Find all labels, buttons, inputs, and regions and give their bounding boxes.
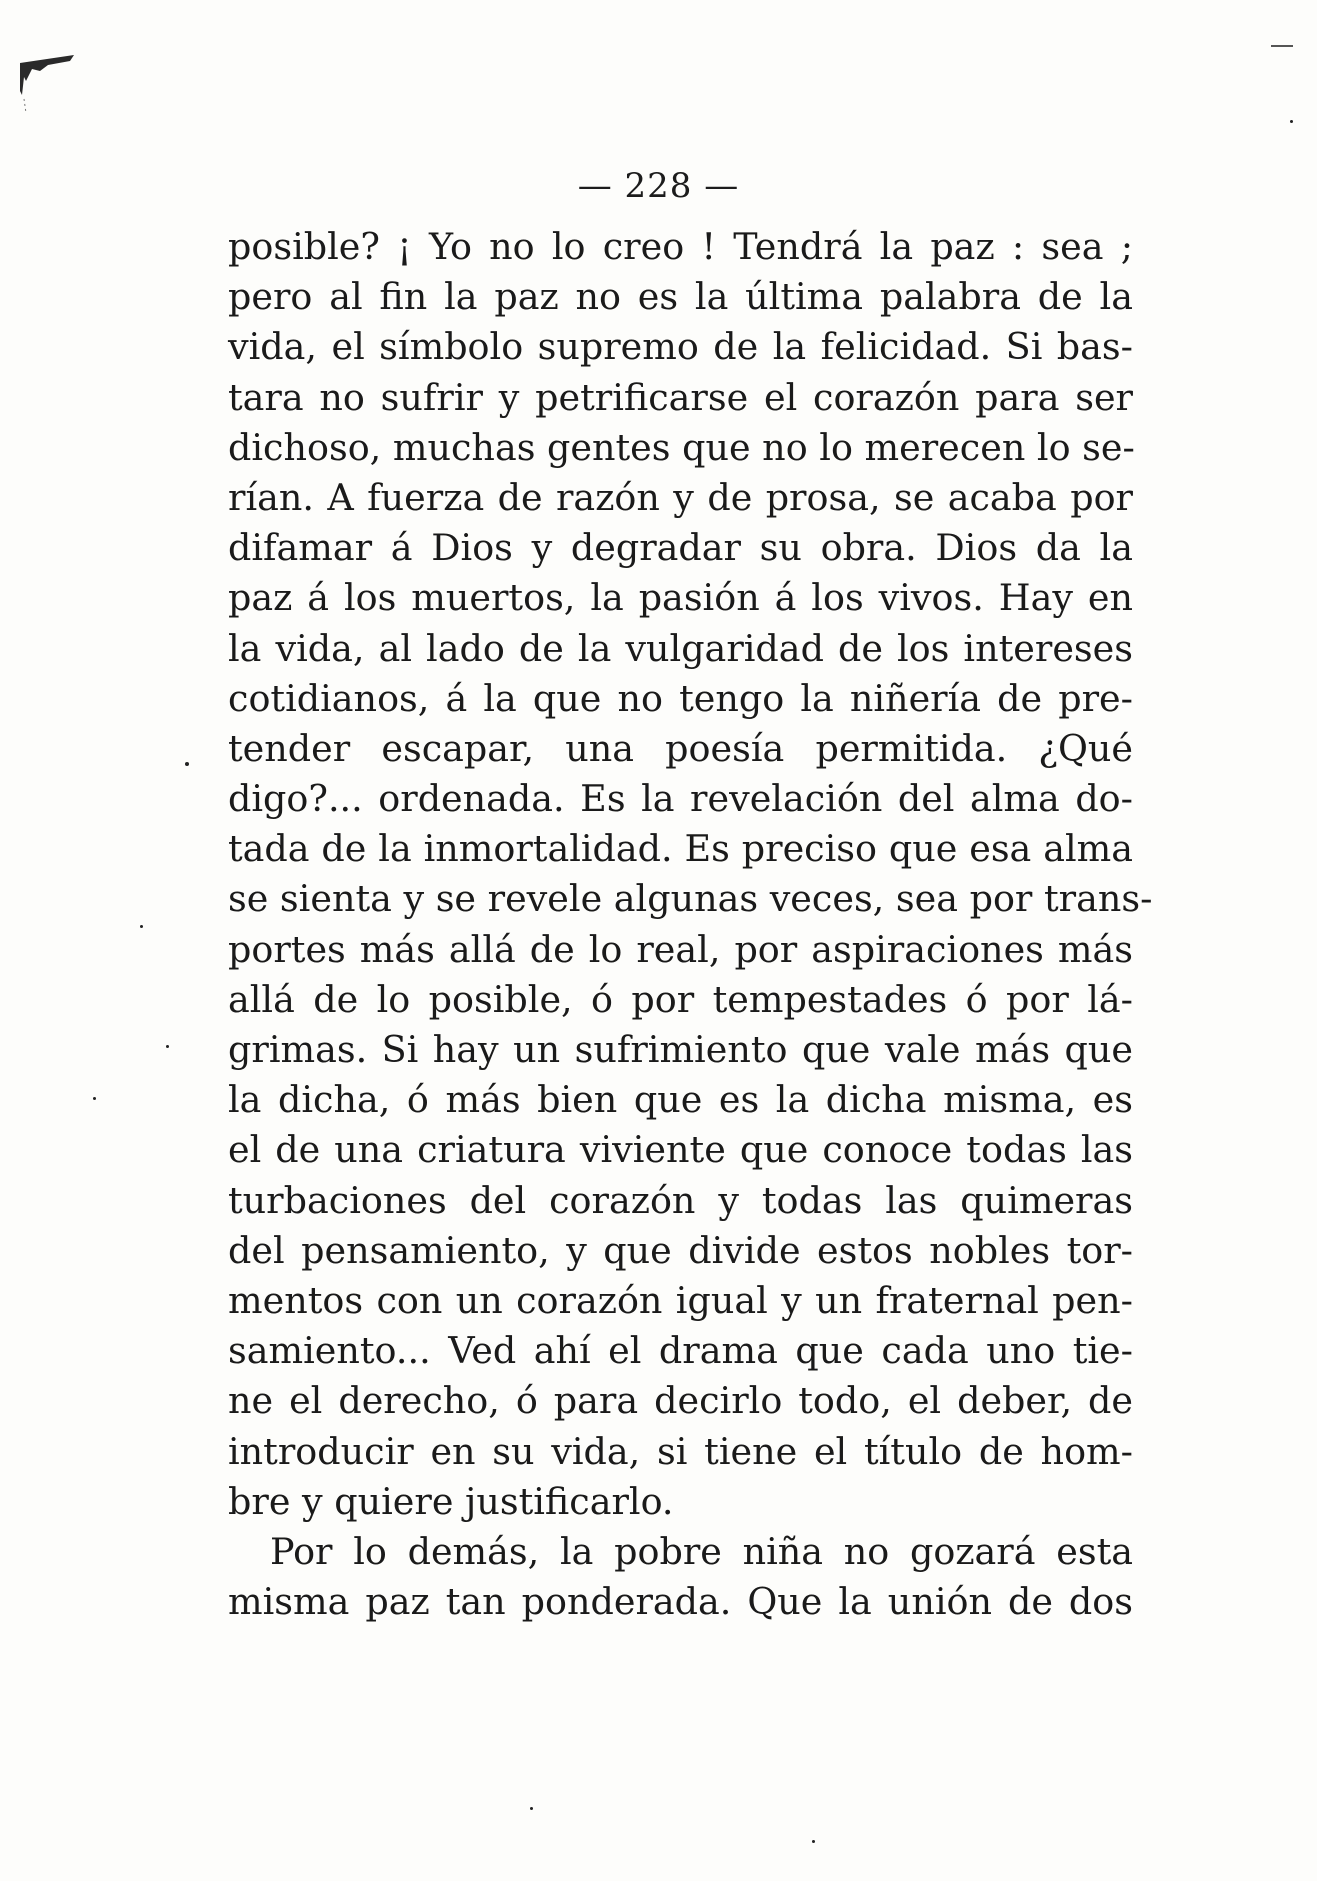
speck-mark	[812, 1840, 815, 1843]
text-line: la dicha, ó más bien que es la dicha misma, es	[228, 1078, 1133, 1122]
text-line: del pensamiento, y que divide estos nobles tor-	[228, 1228, 1133, 1272]
text-line: allá de lo posible, ó por tempestades ó por lá-	[228, 977, 1133, 1021]
text-line: rían. A fuerza de razón y de prosa, se acaba por	[228, 475, 1133, 519]
text-line: ne el derecho, ó para decirlo todo, el deber, de	[228, 1379, 1133, 1423]
paragraph-end-line: bre y quiere justificarlo.	[228, 1479, 674, 1523]
text-line: cotidianos, á la que no tengo la niñería de pre-	[228, 676, 1133, 720]
speck-mark	[1290, 120, 1293, 123]
text-line: turbaciones del corazón y todas las quimeras	[228, 1178, 1133, 1222]
text-line: difamar á Dios y degradar su obra. Dios da la	[228, 526, 1133, 570]
text-line: paz á los muertos, la pasión á los vivos. Hay en	[228, 576, 1133, 620]
body-text	[228, 222, 1153, 1627]
text-line: grimas. Si hay un sufrimiento que vale más que	[228, 1028, 1133, 1071]
paragraph-start-line: Por lo demás, la pobre niña no gozará esta	[270, 1529, 1133, 1573]
text-line: samiento... Ved ahí el drama que cada uno tie-	[228, 1329, 1133, 1373]
text-line: digo?... ordenada. Es la revelación del alma do-	[228, 777, 1133, 821]
text-line: la vida, al lado de la vulgaridad de los intereses	[228, 626, 1133, 670]
text-line: vida, el símbolo supremo de la felicidad. Si bas-	[228, 325, 1133, 369]
edge-mark	[1271, 45, 1293, 47]
text-line: se sienta y se revele algunas veces, sea por trans-	[228, 877, 1153, 921]
text-line: el de una criatura viviente que conoce todas las	[228, 1128, 1133, 1172]
text-line: tender escapar, una poesía permitida. ¿Qué	[228, 726, 1133, 770]
speck-mark	[530, 1807, 533, 1810]
text-line: tada de la inmortalidad. Es preciso que esa alma	[228, 827, 1133, 871]
speck-mark	[185, 762, 189, 766]
text-line: dichoso, muchas gentes que no lo merecen lo se-	[228, 425, 1135, 469]
text-line: posible? ¡ Yo no lo creo ! Tendrá la paz : sea ;	[228, 225, 1133, 268]
page-number: — 228 —	[577, 166, 740, 206]
speck-mark	[140, 925, 143, 928]
text-line: tara no sufrir y petrificarse el corazón para ser	[228, 375, 1133, 419]
text-line: misma paz tan ponderada. Que la unión de dos	[228, 1580, 1133, 1624]
text-line: introducir en su vida, si tiene el título de hom-	[228, 1429, 1133, 1473]
speck-mark	[166, 1045, 169, 1048]
speck-mark	[93, 1097, 96, 1100]
text-line: pero al fin la paz no es la última palabra de la	[228, 275, 1133, 319]
text-line: mentos con un corazón igual y un fraternal pen-	[228, 1278, 1133, 1322]
corner-fold-mark	[18, 55, 76, 115]
text-line: portes más allá de lo real, por aspiraciones más	[228, 927, 1133, 971]
